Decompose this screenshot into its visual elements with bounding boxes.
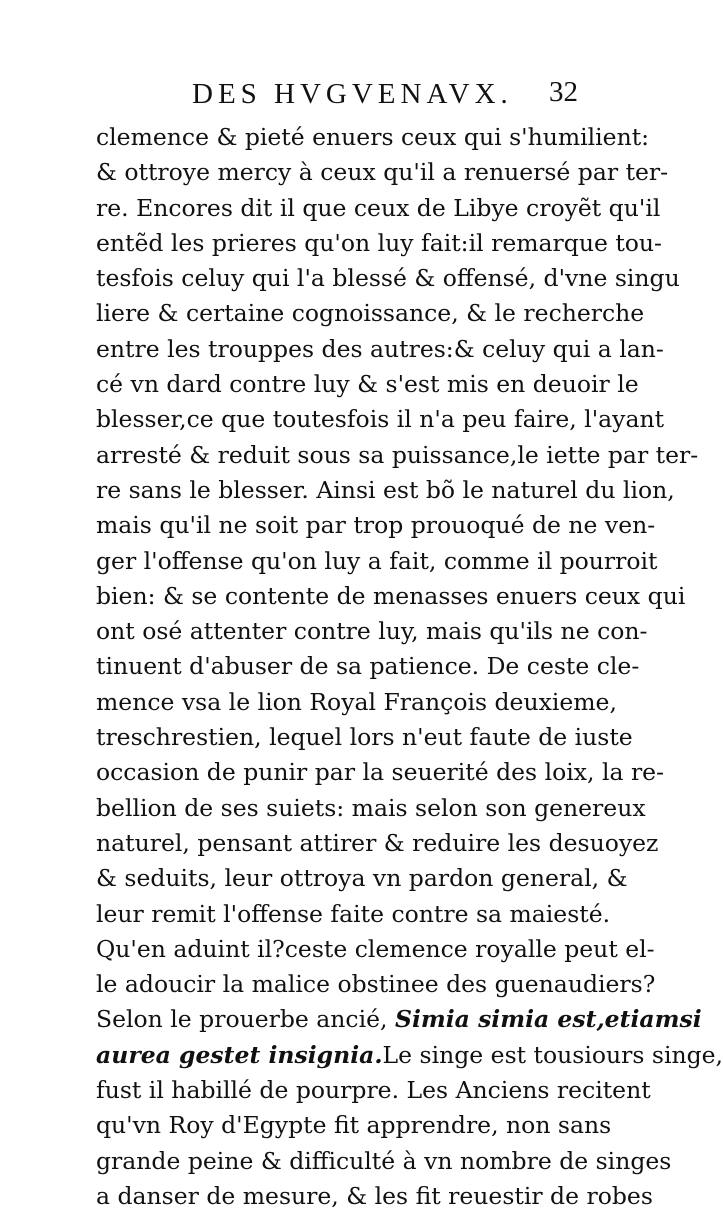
- line-text: entẽd les prieres qu'on luy fait:il remarque tou-: [96, 228, 662, 257]
- text-line: [96, 226, 662, 261]
- text-line: [96, 1179, 653, 1214]
- line-text: Selon le prouerbe ancié,: [96, 1005, 395, 1034]
- text-line: [96, 720, 633, 755]
- line-text: blesser,ce que toutesfois il n'a peu faire, l'ayant: [96, 405, 665, 434]
- text-line: [96, 402, 665, 437]
- text-line: [96, 614, 648, 649]
- text-line: [96, 755, 665, 790]
- text-line: [96, 791, 646, 826]
- page-number: 32: [549, 76, 578, 108]
- text-line: [96, 473, 675, 508]
- text-line: [96, 826, 659, 861]
- text-line: [96, 579, 686, 614]
- body-text: [96, 120, 723, 1214]
- line-text: entre les trouppes des autres:& celuy qui a lan-: [96, 334, 664, 363]
- latin-quotation: Simia simia est,etiamsi: [394, 1005, 702, 1034]
- text-line: [96, 296, 645, 331]
- text-line: [96, 191, 661, 226]
- line-text: Qu'en aduint il?ceste clemence royalle peut el-: [96, 934, 655, 963]
- text-line: [96, 508, 656, 543]
- line-text: naturel, pensant attirer & reduire les desuoyez: [96, 828, 659, 857]
- line-text: liere & certaine cognoissance, & le recherche: [96, 299, 645, 328]
- line-text: re sans le blesser. Ainsi est bõ le naturel du lion,: [96, 475, 675, 504]
- line-text-after: Le singe est tousiours singe,: [382, 1040, 723, 1069]
- text-line: [96, 932, 655, 967]
- line-text: mence vsa le lion Royal François deuxieme,: [96, 687, 617, 716]
- line-text: tinuent d'abuser de sa patience. De ceste cle-: [96, 652, 640, 681]
- line-text: cé vn dard contre luy & s'est mis en deuoir le: [96, 370, 639, 399]
- line-text: treschrestien, lequel lors n'eut faute de iuste: [96, 723, 633, 752]
- page-header: [120, 78, 590, 118]
- line-text: ont osé attenter contre luy, mais qu'ils ne con-: [96, 617, 648, 646]
- line-text: ger l'offense qu'on luy a fait, comme il pourroit: [96, 546, 658, 575]
- text-line: [96, 1144, 672, 1179]
- line-text: bien: & se contente de menasses enuers ceux qui: [96, 581, 686, 610]
- line-text: tesfois celuy qui l'a blessé & offensé, d'vne singu: [96, 264, 680, 293]
- text-line: [96, 367, 639, 402]
- line-text: bellion de ses suiets: mais selon son genereux: [96, 793, 646, 822]
- line-text: a danser de mesure, & les fit reuestir de robes: [96, 1181, 653, 1210]
- line-text: arresté & reduit sous sa puissance,le iette par ter-: [96, 440, 699, 469]
- text-line: [96, 120, 650, 155]
- text-line: [96, 1002, 702, 1037]
- running-title: DES HVGVENAVX.: [192, 78, 513, 110]
- text-line: [96, 332, 664, 367]
- line-text: & seduits, leur ottroya vn pardon general, &: [96, 864, 628, 893]
- line-text: le adoucir la malice obstinee des guenaudiers?: [96, 970, 656, 999]
- text-line: [96, 1038, 723, 1073]
- latin-quotation: aurea gestet insignia.: [96, 1040, 383, 1069]
- line-text: qu'vn Roy d'Egypte fit apprendre, non sans: [96, 1111, 612, 1140]
- text-line: [96, 649, 640, 684]
- line-text: re. Encores dit il que ceux de Libye croyẽt qu'il: [96, 193, 661, 222]
- text-line: [96, 155, 669, 190]
- text-line: [96, 685, 617, 720]
- text-line: [96, 967, 656, 1002]
- text-line: [96, 897, 611, 932]
- text-line: [96, 1073, 651, 1108]
- line-text: & ottroye mercy à ceux qu'il a renuersé par ter-: [96, 158, 669, 187]
- text-line: [96, 438, 699, 473]
- line-text: occasion de punir par la seuerité des loix, la re-: [96, 758, 665, 787]
- line-text: fust il habillé de pourpre. Les Anciens recitent: [96, 1076, 651, 1105]
- line-text: leur remit l'offense faite contre sa maiesté.: [96, 899, 611, 928]
- text-line: [96, 261, 680, 296]
- line-text: grande peine & difficulté à vn nombre de singes: [96, 1146, 672, 1175]
- text-line: [96, 861, 628, 896]
- text-line: [96, 544, 658, 579]
- text-line: [96, 1108, 612, 1143]
- line-text: clemence & pieté enuers ceux qui s'humilient:: [96, 123, 650, 151]
- line-text: mais qu'il ne soit par trop prouoqué de ne ven-: [96, 511, 656, 540]
